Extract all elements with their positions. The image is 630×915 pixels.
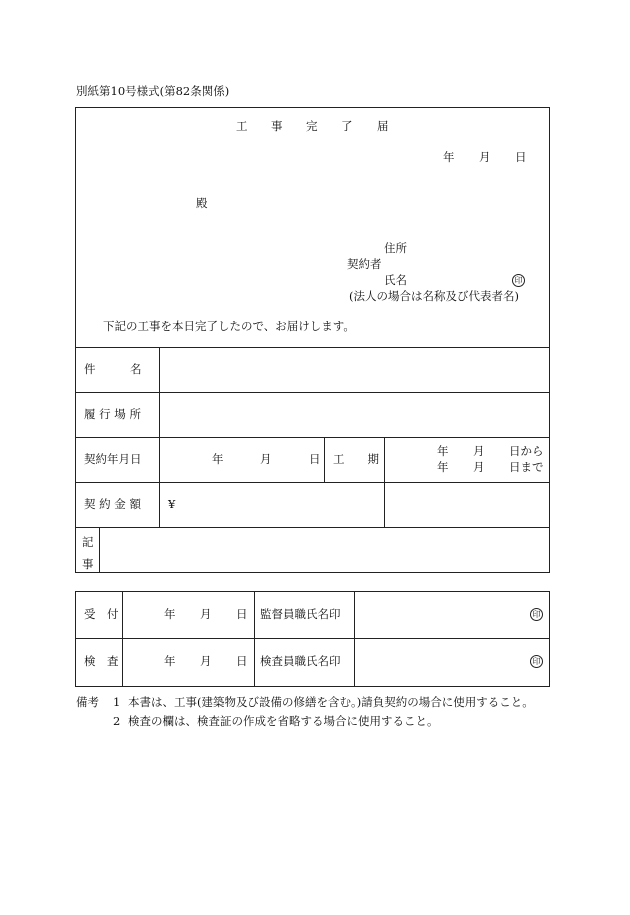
notice-date-month: 月: [479, 150, 491, 164]
period-from-year: 年: [437, 444, 449, 458]
column-divider: [254, 591, 255, 687]
period-from-month: 月: [473, 444, 485, 458]
row-divider: [75, 527, 550, 528]
contract-date-year: 年: [212, 452, 224, 466]
period-from-suffix: 日から: [509, 444, 544, 458]
row-divider: [75, 437, 550, 438]
supervisor-seal: 印: [530, 608, 543, 621]
project-name-label: 件 名: [84, 362, 142, 376]
currency-symbol: ¥: [168, 497, 176, 511]
inspection-date-year: 年: [164, 654, 176, 668]
receipt-date-month: 月: [200, 607, 212, 621]
note-number: 1: [113, 695, 121, 709]
contractor-label: 契約者: [347, 257, 382, 271]
contract-date-label: 契約年月日: [84, 452, 142, 466]
seal-mark: 印: [512, 274, 525, 287]
note-text: 本書は、工事(建築物及び設備の修繕を含む。)請負契約の場合に使用すること。: [128, 695, 534, 709]
contract-amount-label: 契 約 金 額: [84, 497, 141, 511]
note-text: 検査の欄は、検査証の作成を省略する場合に使用すること。: [128, 714, 439, 728]
corporate-note: (法人の場合は名称及び代表者名): [349, 289, 519, 303]
period-to-suffix: 日まで: [509, 460, 544, 474]
row-divider: [75, 482, 550, 483]
period-to-year: 年: [437, 460, 449, 474]
receipt-date-year: 年: [164, 607, 176, 621]
address-label: 住所: [384, 241, 407, 255]
notice-date-year: 年: [443, 150, 455, 164]
construction-period-label: 工 期: [333, 452, 379, 466]
column-divider: [384, 437, 385, 527]
notice-section: [75, 107, 550, 348]
addressee-suffix: 殿: [196, 196, 208, 210]
location-value: [162, 395, 546, 433]
location-label: 履 行 場 所: [84, 407, 141, 421]
receipt-label: 受 付: [84, 607, 119, 621]
inspector-seal: 印: [530, 655, 543, 668]
column-divider: [122, 591, 123, 687]
inspection-label: 検 査: [84, 654, 119, 668]
receipt-date-day: 日: [236, 607, 248, 621]
row-divider: [75, 638, 550, 639]
inspector-label: 検査員職氏名印: [260, 654, 341, 668]
completion-statement: 下記の工事を本日完了したので、お届けします。: [103, 319, 355, 333]
period-to-month: 月: [473, 460, 485, 474]
inspection-date-month: 月: [200, 654, 212, 668]
notes-prefix: 備考: [76, 695, 99, 709]
project-name-value: [162, 350, 546, 388]
contract-date-month: 月: [260, 452, 272, 466]
remarks-label: 記 事: [82, 535, 94, 571]
remarks-column-divider: [99, 527, 100, 573]
notice-date-day: 日: [515, 150, 527, 164]
column-divider: [324, 437, 325, 482]
label-column-divider: [159, 347, 160, 527]
form-header: 別紙第10号様式(第82条関係): [76, 84, 230, 98]
supervisor-label: 監督員職氏名印: [260, 607, 341, 621]
row-divider: [75, 392, 550, 393]
contract-date-day: 日: [309, 452, 321, 466]
column-divider: [354, 591, 355, 687]
inspection-table: [75, 591, 550, 687]
inspection-date-day: 日: [236, 654, 248, 668]
name-label: 氏名: [384, 273, 407, 287]
note-number: 2: [113, 714, 121, 728]
